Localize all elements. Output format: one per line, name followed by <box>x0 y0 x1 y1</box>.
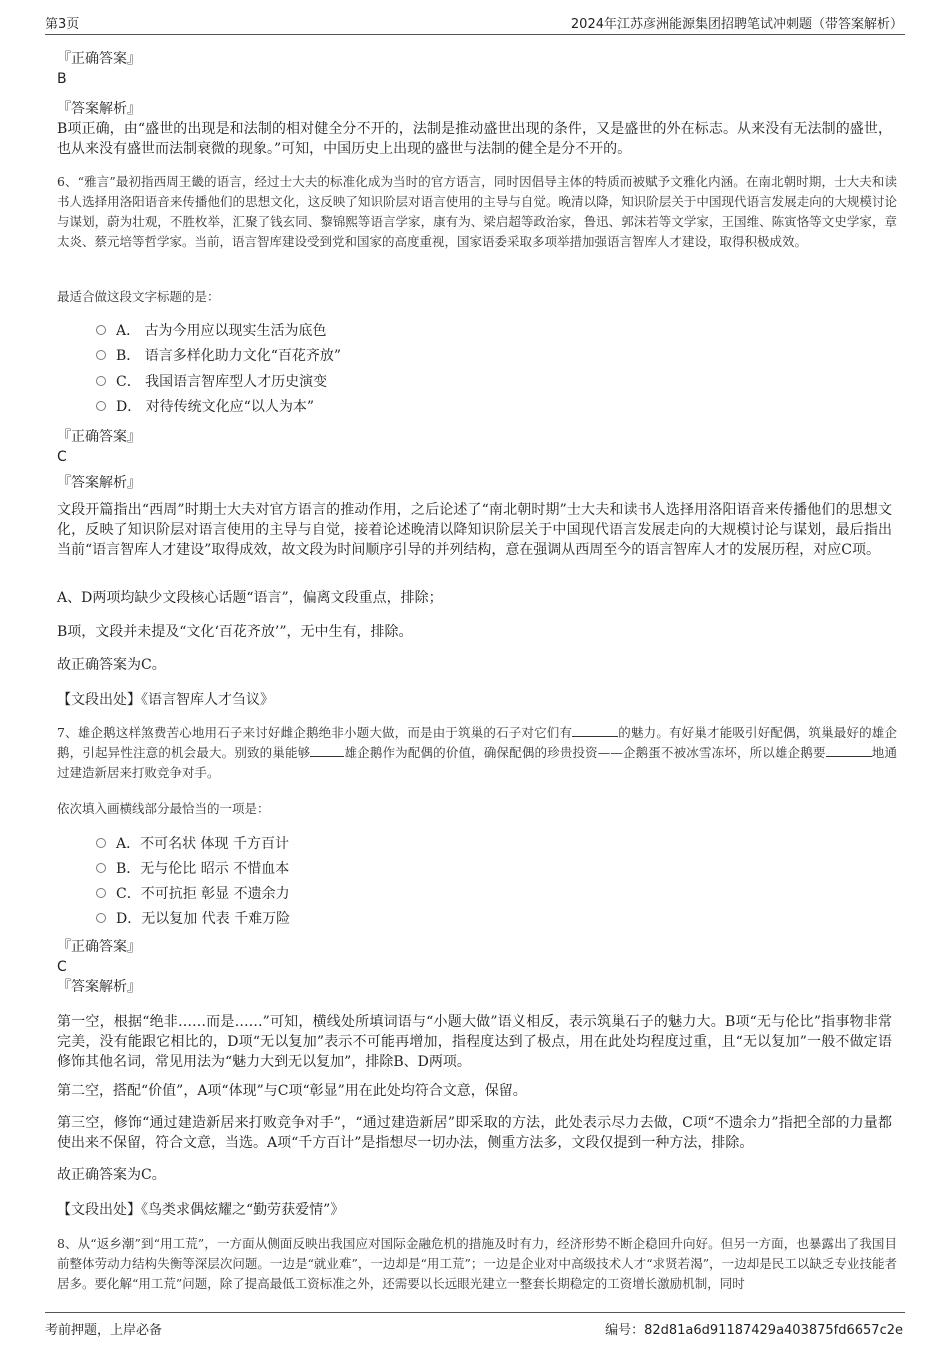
analysis-label: 『答案解析』 <box>57 979 141 995</box>
blank-3 <box>826 743 872 757</box>
footer-serial: 编号：82d81a6d91187429a403875fd6657c2e <box>605 1323 903 1338</box>
radio-icon[interactable] <box>96 325 106 335</box>
q7-analysis-4: 故正确答案为C。 <box>57 1167 166 1183</box>
q6-option-a[interactable] <box>96 321 327 341</box>
q7-analysis-3: 第三空，修饰“通过建造新居来打败竞争对手”，“通过建造新居”即采取的方法，此处表示尽力去做，C项“不遗余力”指把全部的力量都使出来不保留，符合文意，当选。A项“千方百计”是指想尽一切办法，侧重方法多，文段仅提到一种方法，排除。 <box>57 1115 892 1151</box>
correct-answer-label: 『正确答案』 <box>57 429 141 445</box>
blank-2 <box>310 743 344 757</box>
radio-icon[interactable] <box>96 376 106 386</box>
analysis-label: 『答案解析』 <box>57 475 141 491</box>
option-label: A． 古为今用应以现实生活为底色 <box>116 323 327 339</box>
radio-icon[interactable] <box>96 888 106 898</box>
q7-answer: C <box>57 959 67 975</box>
q6-analysis-3: B项，文段并未提及“文化‘百花齐放’”，无中生有，排除。 <box>57 624 413 640</box>
q6-answer-block <box>57 427 892 493</box>
q6-answer: C <box>57 449 67 465</box>
analysis-label: 『答案解析』 <box>57 101 141 117</box>
q7-option-b[interactable] <box>96 859 289 879</box>
q8-text: 8、从“返乡潮”到“用工荒”，一方面从侧面反映出我国应对国际金融危机的措施及时有力，经济形势不断企稳回升向好。但另一方面，也暴露出了我国目前整体劳动力结构失衡等深层次问题。一边是“就业难”，一边却是“用工荒”；一边是企业对中高级技术人才“求贤若渴”，一边却是民工以缺乏专业技能者居多。要化解“用工荒”问题，除了提高最低工资标准之外，还需要以长远眼光建立一整套长期稳定的工资增长激励机制，同时 <box>57 1236 897 1291</box>
radio-icon[interactable] <box>96 350 106 360</box>
page-footer <box>45 1312 905 1338</box>
q6-analysis-4: 故正确答案为C。 <box>57 657 166 673</box>
q5-analysis: B项正确，由“盛世的出现是和法制的相对健全分不开的，法制是推动盛世出现的条件，又是盛世的外在标志。从来没有无法制的盛世，也从来没有盛世而法制衰微的现象。”可知，中国历史上出现的盛世与法制的健全是分不开的。 <box>57 121 892 157</box>
q7-answer-block <box>57 937 892 997</box>
q5-answer-block <box>57 49 892 89</box>
correct-answer-label: 『正确答案』 <box>57 939 141 955</box>
page-header <box>45 12 905 35</box>
q7-analysis-1: 第一空，根据“绝非……而是……”可知，横线处所填词语与“小题大做”语义相反，表示筑巢石子的魅力大。B项“无与伦比”指事物非常完美，没有能跟它相比的，D项“无以复加”表示不可能再增加，指程度达到了极点，用在此处均程度过重，且“无以复加”一般不做定语修饰其他名词，常见用法为“魅力大到无以复加”，排除B、D两项。 <box>57 1014 892 1070</box>
q7-analysis-2: 第二空，搭配“价值”，A项“体现”与C项“彰显”用在此处均符合文意，保留。 <box>57 1083 527 1099</box>
q6-text: 6、“雅言”最初指西周王畿的语言，经过士大夫的标准化成为当时的官方语言，同时因倡导主体的特质而被赋予文雅化内涵。在南北朝时期，士大夫和读书人选择用洛阳语音来传播他们的思想文化，这反映了知识阶层对语言使用的主导与自觉。晚清以降，知识阶层关于中国现代语言发展走向的大规模讨论与谋划，蔚为壮观，不胜枚举，汇聚了钱玄同、黎锦熙等语言学家，康有为、梁启超等政治家，鲁迅、郭沫若等文学家，王国维、陈寅恪等文史学家，章太炎、蔡元培等哲学家。当前，语言智库建设受到党和国家的高度重视，国家语委采取多项举措加强语言智库人才建设，取得积极成效。 <box>57 174 897 249</box>
option-label: C． 我国语言智库型人才历史演变 <box>116 374 328 390</box>
footer-slogan: 考前押题，上岸必备 <box>45 1323 163 1338</box>
option-label: B．无与伦比 昭示 不惜血本 <box>116 861 290 877</box>
option-label: A．不可名状 体现 千方百计 <box>116 836 290 852</box>
q6-prompt: 最适合做这段文字标题的是： <box>57 289 220 304</box>
q6-analysis-2: A、D两项均缺少文段核心话题“语言”，偏离文段重点，排除； <box>57 590 443 606</box>
option-label: D．无以复加 代表 千难万险 <box>116 911 291 927</box>
radio-icon[interactable] <box>96 838 106 848</box>
option-label: C．不可抗拒 彰显 不遗余力 <box>116 886 290 902</box>
q7-option-a[interactable] <box>96 834 289 854</box>
q7-prompt: 依次填入画横线部分最恰当的一项是： <box>57 801 270 816</box>
q7-option-d[interactable] <box>96 909 290 929</box>
radio-icon[interactable] <box>96 913 106 923</box>
q6-analysis-1: 文段开篇指出“西周”时期士大夫对官方语言的推动作用，之后论述了“南北朝时期”士大夫和读书人选择用洛阳语音来传播他们的思想文化，反映了知识阶层对语言使用的主导与自觉，接着论述晚清以降知识阶层关于中国现代语言发展走向的大规模讨论与谋划，最后指出当前“语言智库人才建设”取得成效，故文段为时间顺序引导的并列结构，意在强调从西周至今的语言智库人才的发展历程，对应C项。 <box>57 502 892 558</box>
q5-answer: B <box>57 71 67 87</box>
q6-option-c[interactable] <box>96 372 327 392</box>
radio-icon[interactable] <box>96 401 106 411</box>
q6-option-b[interactable] <box>96 346 341 366</box>
q7-source: 【文段出处】《鸟类求偶炫耀之“勤劳获爱情”》 <box>57 1202 345 1218</box>
q6-source: 【文段出处】《语言智库人才刍议》 <box>57 692 274 708</box>
q6-option-d[interactable] <box>96 397 314 417</box>
option-label: B． 语言多样化助力文化“百花齐放” <box>116 348 342 364</box>
correct-answer-label: 『正确答案』 <box>57 51 141 67</box>
q7-text: 7、雄企鹅这样煞费苦心地用石子来讨好雌企鹅绝非小题大做，而是由于筑巢的石子对它们有 的魅力。有好巢才能吸引好配偶，筑巢最好的雄企鹅，引起异性注意的机会最大。别致的巢能够 雄企鹅作为配偶的价值，确保配偶的珍贵投资——企鹅蛋不被冰雪冻坏，所以雄企鹅要 地通过建造新居来打败竞争对手。 <box>57 725 897 780</box>
option-label: D． 对待传统文化应“以人为本” <box>116 399 314 415</box>
document-title: 2024年江苏彦洲能源集团招聘笔试冲刺题（带答案解析） <box>570 17 903 32</box>
q5-analysis-block <box>57 99 892 159</box>
radio-icon[interactable] <box>96 863 106 873</box>
page-number: 第3页 <box>45 17 80 32</box>
blank-1 <box>572 723 618 737</box>
q7-option-c[interactable] <box>96 884 290 904</box>
